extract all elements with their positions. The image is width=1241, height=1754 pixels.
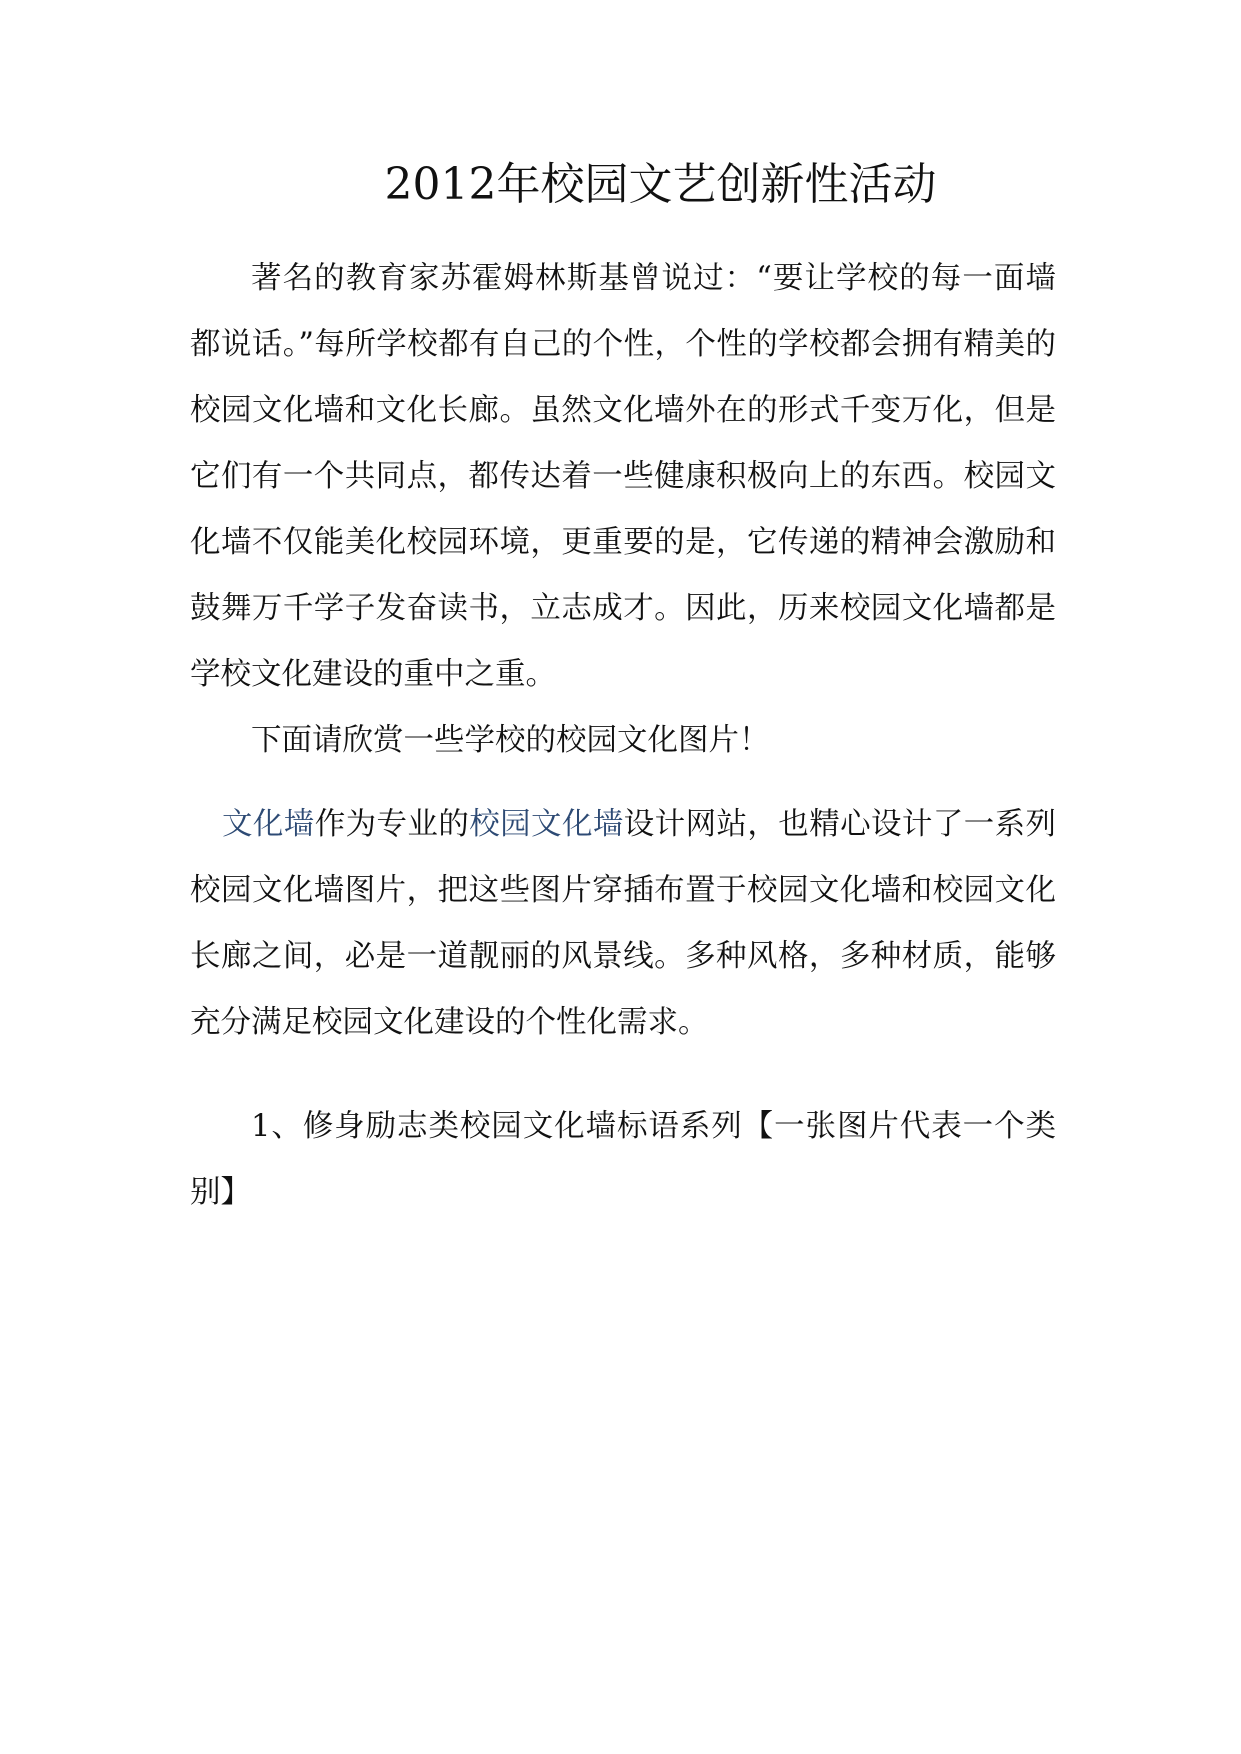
intro-paragraph: 著名的教育家苏霍姆林斯基曾说过：“要让学校的每一面墙都说话。”每所学校都有自己的个性，个性的学校都会拥有精美的校园文化墙和文化长廊。虽然文化墙外在的形式千变万化，但是它们有一个共同点，都传达着一些健康积极向上的东西。校园文化墙不仅能美化校园环境，更重要的是，它传递的精神会激励和鼓舞万千学子发奋读书，立志成才。因此，历来校园文化墙都是学校文化建设的重中之重。 xyxy=(190,261,1056,692)
page-title: 2012年校园文艺创新性活动 xyxy=(384,159,937,210)
design-text-segment-2: 设计网站，也精心设计了一系列校园文化墙图片，把这些图片穿插布置于校园文化墙和校园文化长廊之间，必是一道靓丽的风景线。多种风格，多种材质，能够充分满足校园文化建设的个性化需求。 xyxy=(190,807,1057,1040)
culture-wall-link[interactable]: 文化墙 xyxy=(222,807,315,842)
appreciation-paragraph: 下面请欣赏一些学校的校园文化图片！ xyxy=(251,723,770,758)
campus-culture-wall-link[interactable]: 校园文化墙 xyxy=(469,807,624,842)
design-text-segment-1: 作为专业的 xyxy=(314,807,470,842)
category-heading-paragraph: 1、修身励志类校园文化墙标语系列【一张图片代表一个类别】 xyxy=(190,1109,1056,1210)
design-paragraph xyxy=(190,792,1056,1056)
